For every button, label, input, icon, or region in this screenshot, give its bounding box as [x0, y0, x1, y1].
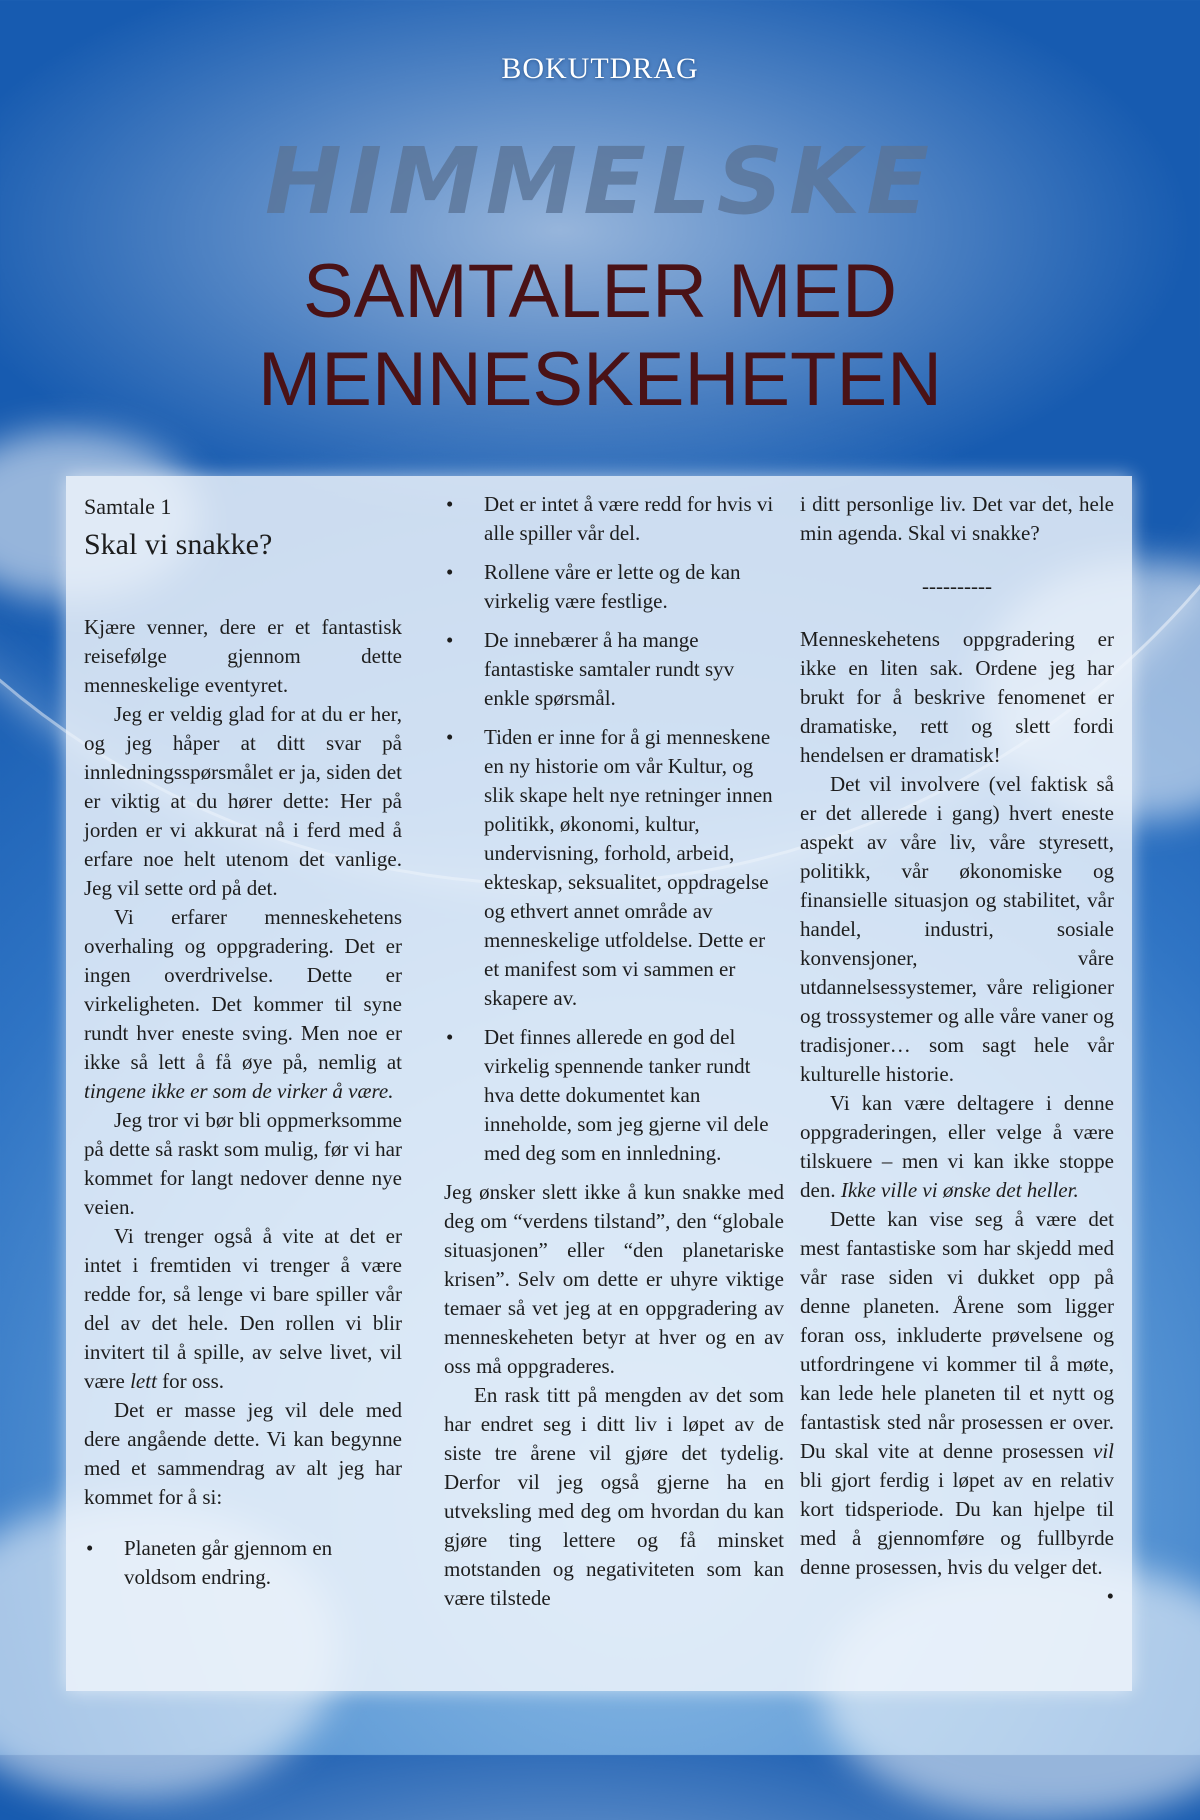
- paragraph: Det er masse jeg vil dele med dere angående dette. Vi kan begynne med et sammendrag av alt jeg har kommet for å si:: [84, 1398, 402, 1509]
- text-run: Vi erfarer menneskehetens overhaling og oppgradering. Det er ingen overdrivelse. Dette er virkeligheten. Det kommer til syne rundt hver eneste sving. Men noe er ikke så lett å få øye på, nemlig at: [84, 905, 402, 1074]
- paragraph: [800, 1089, 1114, 1205]
- list-item-text: De innebærer å ha mange fantastiske samtaler rundt syv enkle spørsmål.: [484, 628, 735, 710]
- paragraph: i ditt personlige liv. Det var det, hele min agenda. Skal vi snakke?: [800, 492, 1114, 545]
- article-panel: [66, 476, 1132, 1691]
- paragraph: Kjære venner, dere er et fantastisk reisefølge gjennom dette menneskelige eventyret.: [84, 615, 402, 697]
- list-item-text: Det finnes allerede en god del virkelig spennende tanker rundt hva dette dokumentet kan inneholde, som jeg gjerne vil dele med deg som en innledning.: [484, 1025, 769, 1165]
- conversation-label: Samtale 1: [84, 494, 172, 519]
- end-mark-icon: •: [1106, 1584, 1114, 1608]
- bullet-icon: •: [446, 560, 454, 584]
- text-run: Dette kan vise seg å være det mest fantastiske som har skjedd med vår rase siden vi dukket opp på denne planeten. Årene som ligger foran oss, inkluderte prøvelsene og utfordringene vi kommer til å møte, kan lede hele planeten til et nytt og fantastisk sted når prosessen er over. Du skal vite at denne prosessen: [800, 1207, 1114, 1463]
- paragraph: En rask titt på mengden av det som har endret seg i ditt liv i løpet av de siste tre årene vil gjøre det tydelig. Derfor vil jeg også gjerne ha en utveksling med deg om hvordan du kan gjøre ting lettere og få minsket motstanden og negativiteten som kan være tilstede: [444, 1383, 784, 1610]
- emphasis-text: tingene ikke er som de virker å være.: [84, 1079, 394, 1103]
- bullet-icon: •: [446, 492, 454, 516]
- list-item: [444, 1023, 784, 1168]
- list-item: [444, 626, 784, 713]
- list-item: [444, 723, 784, 1013]
- bullet-list: [84, 1534, 402, 1592]
- article-column-3: [800, 490, 1114, 1611]
- article-heading: Skal vi snakke?: [84, 528, 273, 561]
- emphasis-text: vil: [1093, 1439, 1115, 1463]
- page-title: [0, 248, 1200, 424]
- text-run: for oss.: [162, 1369, 224, 1393]
- list-item-text: Planeten går gjennom en voldsom endring.: [124, 1536, 333, 1589]
- spacer: [84, 1512, 402, 1534]
- text-run: Vi trenger også å vite at det er intet i fremtiden vi trenger å være redde for, så lenge vi bare spiller vår del av det hele. Den rollen vi blir invitert til å spille, av selve livet, vil være: [84, 1224, 402, 1393]
- list-item: [444, 558, 784, 616]
- paragraph: [800, 1205, 1114, 1582]
- title-script: HIMMELSKE: [264, 128, 936, 235]
- article-column-1: [84, 492, 402, 1602]
- paragraph: [84, 1222, 402, 1396]
- bullet-icon: •: [446, 1025, 454, 1049]
- article-column-2: [444, 490, 784, 1613]
- paragraph: Jeg er veldig glad for at du er her, og jeg håper at ditt svar på innledningsspørsmålet er ja, siden det er viktig at du hører dette: Her på jorden er vi akkurat nå i ferd med å erfare noe helt utenom det vanlige. Jeg vil sette ord på det.: [84, 702, 402, 900]
- list-item-text: Rollene våre er lette og de kan virkelig være festlige.: [484, 560, 741, 613]
- paragraph: Jeg tror vi bør bli oppmerksomme på dette så raskt som mulig, før vi har kommet for langt nedover denne nye veien.: [84, 1108, 402, 1219]
- text-run: Vi kan være deltagere i denne oppgraderingen, eller velge å være tilskuere – men vi kan ikke stoppe den.: [800, 1091, 1114, 1202]
- emphasis-text: lett: [130, 1369, 157, 1393]
- list-item: [444, 490, 784, 548]
- title-line-1: SAMTALER MED: [302, 249, 897, 334]
- list-item-text: Det er intet å være redd for hvis vi alle spiller vår del.: [484, 492, 774, 545]
- title-line-2: MENNESKEHETEN: [257, 337, 943, 422]
- paragraph: [84, 903, 402, 1106]
- bullet-list: [444, 490, 784, 1168]
- section-separator: ----------: [922, 574, 992, 598]
- paragraph: Menneskehetens oppgradering er ikke en liten sak. Ordene jeg har brukt for å beskrive fenomenet er dramatiske, rett og slett fordi hendelsen er dramatisk!: [800, 627, 1114, 767]
- list-item-text: Tiden er inne for å gi menneskene en ny historie om vår Kultur, og slik skape helt nye retninger innen politikk, økonomi, kultur, undervisning, forhold, arbeid, ekteskap, seksualitet, oppdragelse og ethvert annet område av menneskelige utfoldelse. Dette er et manifest som vi sammen er skapere av.: [484, 725, 773, 1010]
- emphasis-text: Ikke ville vi ønske det heller.: [840, 1178, 1079, 1202]
- bullet-icon: •: [446, 628, 454, 652]
- text-run: bli gjort ferdig i løpet av en relativ kort tidsperiode. Du kan hjelpe til med å gjennomføre og fullbyrde denne prosessen, hvis du velger det.: [800, 1468, 1114, 1579]
- paragraph: Det vil involvere (vel faktisk så er det allerede i gang) hvert eneste aspekt av våre liv, våre styresett, politikk, vår økonomiske og finansielle situasjon og stabilitet, vår handel, industri, sosiale konvensjoner, våre utdannelsessystemer, våre religioner og trossystemer og alle våre vaner og tradisjoner… som sagt hele vår kulturelle historie.: [800, 772, 1114, 1086]
- list-item: [84, 1534, 402, 1592]
- bullet-icon: •: [86, 1536, 94, 1560]
- bullet-icon: •: [446, 725, 454, 749]
- paragraph: Jeg ønsker slett ikke å kun snakke med deg om “verdens tilstand”, den “globale situasjonen” eller “den planetariske krisen”. Selv om dette er uhyre viktige temaer så vet jeg at en oppgradering av menneskeheten betyr at hver og en av oss må oppgraderes.: [444, 1180, 784, 1378]
- section-kicker: BOKUTDRAG: [501, 52, 699, 85]
